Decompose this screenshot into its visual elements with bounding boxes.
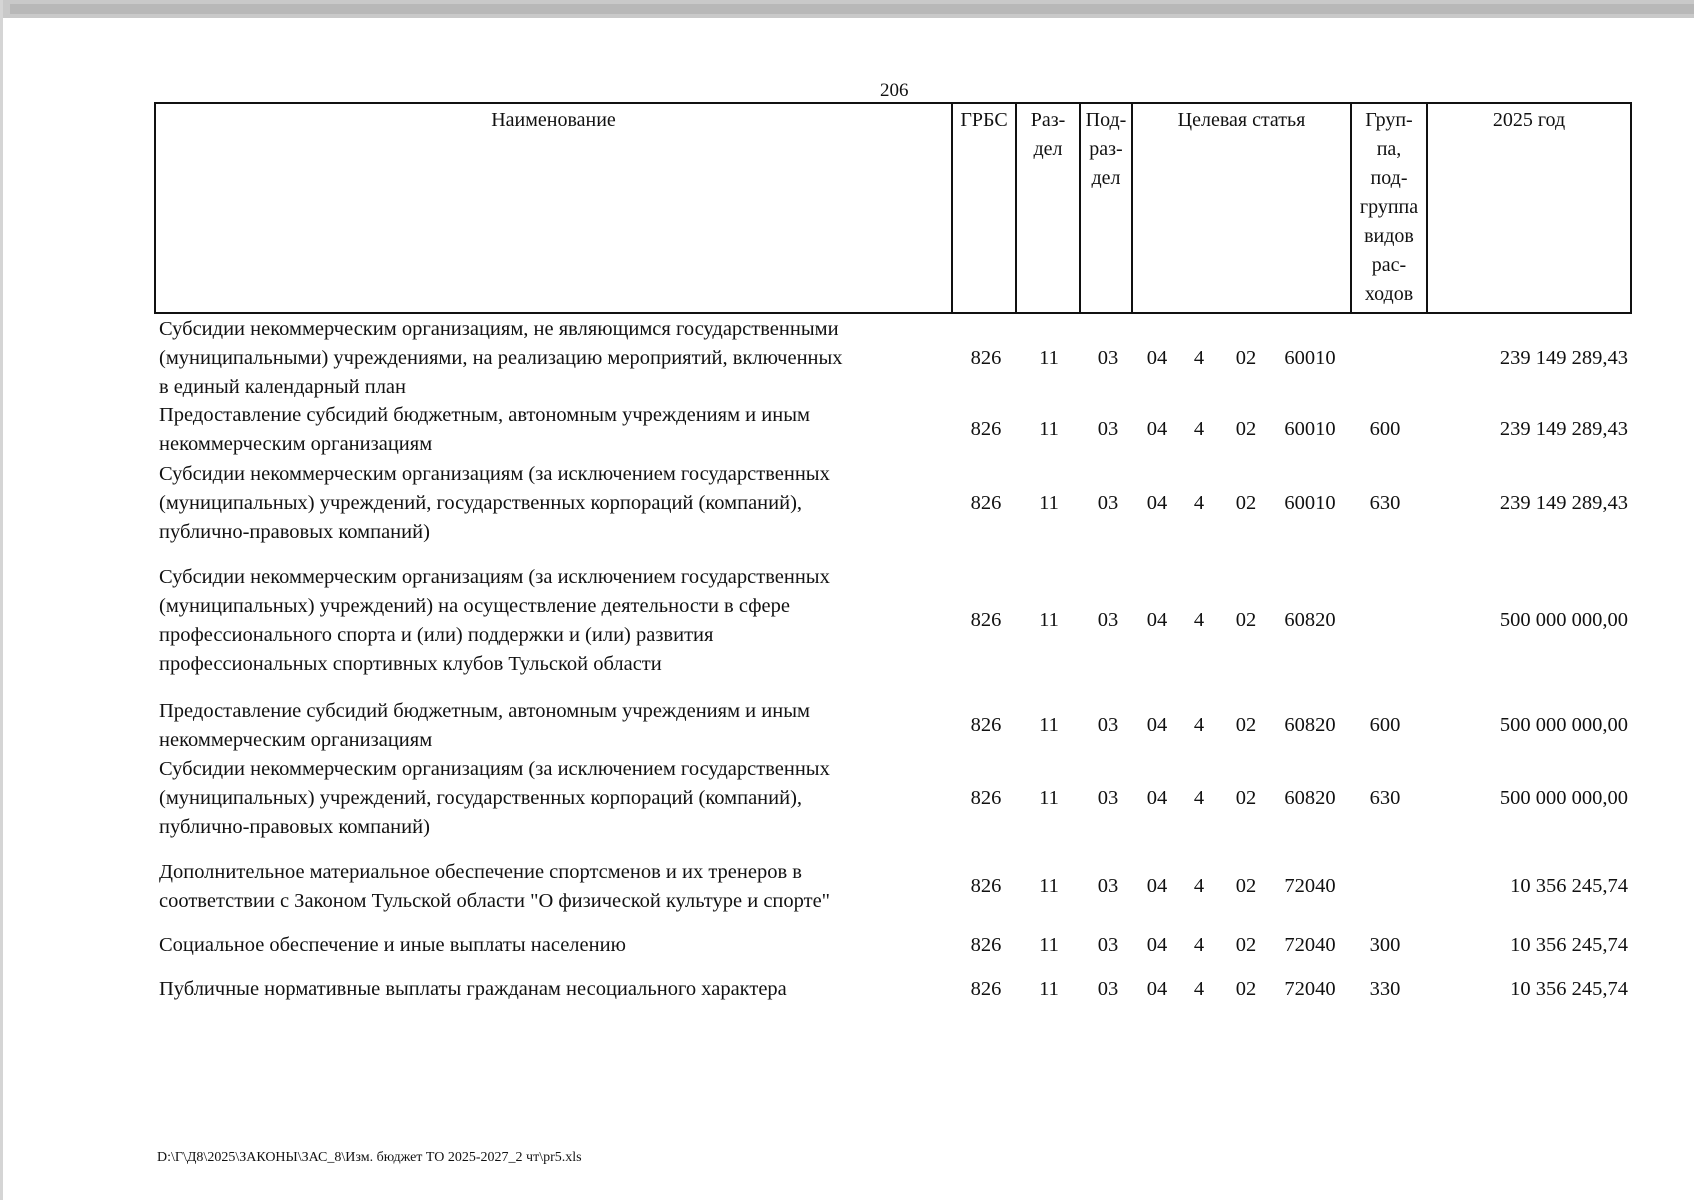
row-target-2: 4: [1193, 609, 1205, 631]
row-razdel: 11: [1039, 787, 1059, 809]
row-target-4: 72040: [1284, 934, 1336, 956]
header-podrazdel: Под- раз- дел: [1080, 103, 1132, 313]
row-target-3: 02: [1235, 978, 1257, 1000]
row-target-2: 4: [1193, 787, 1205, 809]
row-podrazdel: 03: [1097, 934, 1119, 956]
row-group: 630: [1369, 787, 1401, 809]
row-grbs: 826: [970, 492, 1002, 514]
header-expense-group: Груп- па, под- группа видов рас- ходов: [1351, 103, 1427, 313]
row-target-1: 04: [1146, 609, 1168, 631]
row-target-3: 02: [1235, 714, 1257, 736]
row-grbs: 826: [970, 609, 1002, 631]
row-razdel: 11: [1039, 978, 1059, 1000]
row-target-2: 4: [1193, 714, 1205, 736]
row-target-3: 02: [1235, 347, 1257, 369]
header-target-article: Целевая статья: [1132, 103, 1351, 313]
row-target-2: 4: [1193, 418, 1205, 440]
row-target-3: 02: [1235, 875, 1257, 897]
row-target-3: 02: [1235, 934, 1257, 956]
row-podrazdel: 03: [1097, 978, 1119, 1000]
row-amount: 500 000 000,00: [1499, 609, 1628, 631]
row-amount: 10 356 245,74: [1510, 934, 1628, 956]
row-target-1: 04: [1146, 875, 1168, 897]
row-amount: 239 149 289,43: [1499, 347, 1628, 369]
row-name: Субсидии некоммерческим организациям, не являющимся государственными (муниципальными) учреждениями, на реализацию мероприятий, включенных в единый календарный план: [159, 318, 843, 398]
header-grbs: ГРБС: [952, 103, 1016, 313]
row-target-2: 4: [1193, 978, 1205, 1000]
row-group: 600: [1369, 714, 1401, 736]
row-grbs: 826: [970, 418, 1002, 440]
header-name: Наименование: [155, 103, 952, 313]
row-target-1: 04: [1146, 787, 1168, 809]
row-target-4: 72040: [1284, 978, 1336, 1000]
row-target-2: 4: [1193, 934, 1205, 956]
row-target-1: 04: [1146, 978, 1168, 1000]
row-target-4: 60010: [1284, 492, 1336, 514]
row-target-4: 60010: [1284, 418, 1336, 440]
row-target-2: 4: [1193, 492, 1205, 514]
row-grbs: 826: [970, 787, 1002, 809]
row-amount: 10 356 245,74: [1510, 978, 1628, 1000]
row-target-1: 04: [1146, 714, 1168, 736]
row-name: Предоставление субсидий бюджетным, автономным учреждениям и иным некоммерческим организациям: [159, 700, 810, 751]
row-amount: 500 000 000,00: [1499, 787, 1628, 809]
row-razdel: 11: [1039, 347, 1059, 369]
row-grbs: 826: [970, 934, 1002, 956]
row-name: Социальное обеспечение и иные выплаты населению: [159, 934, 626, 956]
row-group: 330: [1369, 978, 1401, 1000]
page-number: 206: [880, 80, 909, 101]
row-target-3: 02: [1235, 492, 1257, 514]
row-target-4: 60820: [1284, 609, 1336, 631]
row-grbs: 826: [970, 347, 1002, 369]
footer-file-path: D:\Г\Д8\2025\ЗАКОНЫ\ЗАС_8\Изм. бюджет ТО 2025-2027_2 чт\pr5.xls: [157, 1150, 582, 1165]
header-razdel: Раз- дел: [1016, 103, 1080, 313]
row-target-1: 04: [1146, 492, 1168, 514]
row-target-4: 72040: [1284, 875, 1336, 897]
row-razdel: 11: [1039, 714, 1059, 736]
row-name: Публичные нормативные выплаты гражданам несоциального характера: [159, 978, 787, 1000]
row-razdel: 11: [1039, 418, 1059, 440]
row-target-1: 04: [1146, 347, 1168, 369]
row-podrazdel: 03: [1097, 875, 1119, 897]
row-name: Субсидии некоммерческим организациям (за исключением государственных (муниципальных) учреждений, государственных корпораций (компаний), публично-правовых компаний): [159, 463, 830, 543]
row-target-3: 02: [1235, 787, 1257, 809]
row-razdel: 11: [1039, 875, 1059, 897]
row-group: 630: [1369, 492, 1401, 514]
row-target-2: 4: [1193, 875, 1205, 897]
row-target-3: 02: [1235, 609, 1257, 631]
row-razdel: 11: [1039, 609, 1059, 631]
row-podrazdel: 03: [1097, 787, 1119, 809]
header-year-2025: 2025 год: [1427, 103, 1631, 313]
row-target-1: 04: [1146, 934, 1168, 956]
row-target-4: 60820: [1284, 787, 1336, 809]
row-amount: 10 356 245,74: [1510, 875, 1628, 897]
row-name: Субсидии некоммерческим организациям (за исключением государственных (муниципальных) учреждений, государственных корпораций (компаний), публично-правовых компаний): [159, 758, 830, 838]
row-podrazdel: 03: [1097, 347, 1119, 369]
row-podrazdel: 03: [1097, 609, 1119, 631]
row-podrazdel: 03: [1097, 714, 1119, 736]
row-target-4: 60820: [1284, 714, 1336, 736]
row-grbs: 826: [970, 714, 1002, 736]
row-grbs: 826: [970, 978, 1002, 1000]
row-razdel: 11: [1039, 934, 1059, 956]
row-group: 300: [1369, 934, 1401, 956]
row-name: Субсидии некоммерческим организациям (за исключением государственных (муниципальных) учреждений) на осуществление деятельности в сфере профессионального спорта и (или) поддержки и (или) развития профессиональных спортивных клубов Тульской области: [159, 566, 830, 675]
row-amount: 500 000 000,00: [1499, 714, 1628, 736]
row-razdel: 11: [1039, 492, 1059, 514]
row-podrazdel: 03: [1097, 492, 1119, 514]
row-name: Предоставление субсидий бюджетным, автономным учреждениям и иным некоммерческим организациям: [159, 404, 810, 455]
row-target-3: 02: [1235, 418, 1257, 440]
row-target-2: 4: [1193, 347, 1205, 369]
row-group: 600: [1369, 418, 1401, 440]
row-amount: 239 149 289,43: [1499, 418, 1628, 440]
row-grbs: 826: [970, 875, 1002, 897]
row-target-1: 04: [1146, 418, 1168, 440]
row-podrazdel: 03: [1097, 418, 1119, 440]
row-name: Дополнительное материальное обеспечение спортсменов и их тренеров в соответствии с Законом Тульской области "О физической культуре и спорте": [159, 861, 831, 912]
row-target-4: 60010: [1284, 347, 1336, 369]
row-amount: 239 149 289,43: [1499, 492, 1628, 514]
